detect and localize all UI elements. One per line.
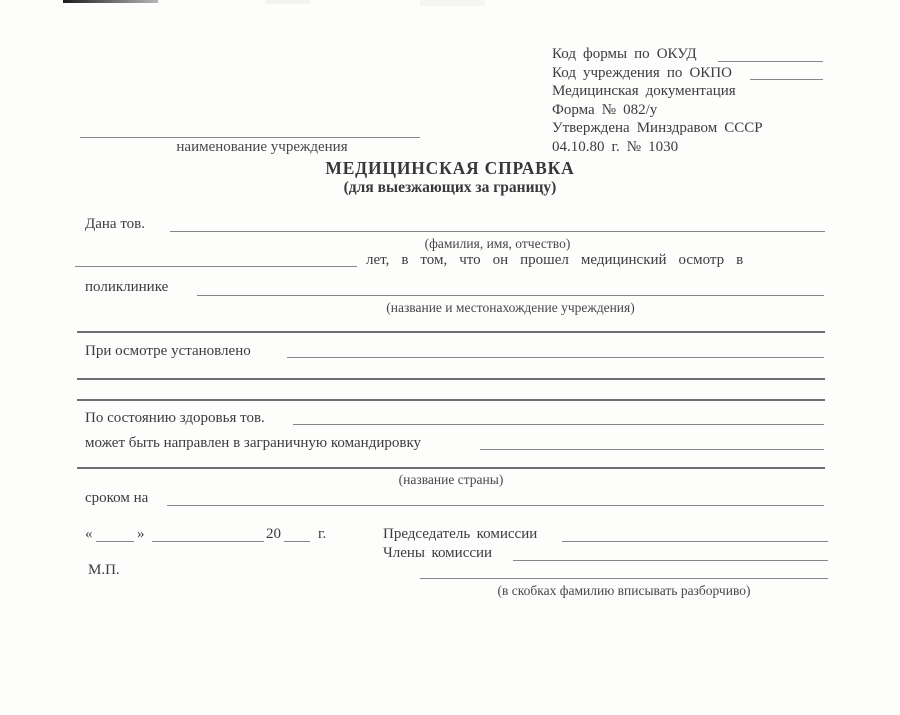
clinic-label: поликлинике bbox=[85, 279, 169, 295]
health-state-name-field bbox=[293, 424, 824, 425]
approved-date-label: 04.10.80 г. № 1030 bbox=[552, 138, 679, 155]
health-state-label: По состоянию здоровья тов. bbox=[85, 410, 265, 426]
full-name-field bbox=[170, 231, 825, 232]
date-century-label: 20 bbox=[266, 526, 281, 542]
separator-rule bbox=[77, 331, 825, 333]
scan-artifact bbox=[420, 0, 485, 6]
term-label: сроком на bbox=[85, 490, 149, 506]
scan-artifact bbox=[63, 0, 158, 3]
okud-code-field bbox=[718, 61, 823, 62]
exam-findings-extra-line-2 bbox=[77, 399, 825, 401]
org-name-hint: наименование учреждения bbox=[176, 139, 348, 155]
date-close-quote: » bbox=[137, 526, 145, 542]
age-field bbox=[75, 266, 357, 267]
chairman-label: Председатель комиссии bbox=[383, 526, 538, 542]
members-signature-field bbox=[513, 560, 828, 561]
okpo-code-label: Код учреждения по ОКПО bbox=[552, 64, 732, 81]
age-sentence: лет, в том, что он прошел медицинский осмотр в bbox=[366, 252, 744, 268]
exam-findings-label: При осмотре установлено bbox=[85, 343, 251, 359]
date-open-quote: « bbox=[85, 526, 93, 542]
date-day-field bbox=[96, 541, 134, 542]
form-number-label: Форма № 082/у bbox=[552, 101, 658, 118]
exam-findings-field bbox=[287, 357, 824, 358]
date-year-field bbox=[284, 541, 310, 542]
date-year-suffix: г. bbox=[318, 526, 327, 542]
okpo-code-field bbox=[750, 79, 823, 80]
chairman-signature-field bbox=[562, 541, 828, 542]
exam-findings-extra-line-1 bbox=[77, 378, 825, 380]
trip-permission-label: может быть направлен в заграничную командировку bbox=[85, 435, 422, 451]
doc-type-label: Медицинская документация bbox=[552, 83, 736, 100]
term-field bbox=[167, 505, 824, 506]
members-label: Члены комиссии bbox=[383, 545, 493, 561]
form-title: МЕДИЦИНСКАЯ СПРАВКА bbox=[325, 158, 575, 178]
form-subtitle: (для выезжающих за границу) bbox=[343, 179, 557, 196]
given-to-label: Дана тов. bbox=[85, 216, 146, 232]
country-hint: (название страны) bbox=[398, 472, 504, 487]
okud-code-label: Код формы по ОКУД bbox=[552, 46, 697, 62]
date-month-field bbox=[152, 541, 264, 542]
org-name-field bbox=[80, 137, 420, 138]
country-rule bbox=[77, 467, 825, 469]
full-name-hint: (фамилия, имя, отчество) bbox=[424, 236, 571, 251]
members-signature-field-2 bbox=[420, 578, 828, 579]
stamp-label: М.П. bbox=[88, 562, 120, 578]
trip-country-field bbox=[480, 449, 824, 450]
approved-by-label: Утверждена Минздравом СССР bbox=[552, 120, 763, 137]
clinic-name-field bbox=[197, 295, 824, 296]
legibility-hint: (в скобках фамилию вписывать разборчиво) bbox=[497, 583, 751, 598]
clinic-name-hint: (название и местонахождение учреждения) bbox=[386, 300, 635, 315]
scan-artifact bbox=[265, 0, 310, 4]
